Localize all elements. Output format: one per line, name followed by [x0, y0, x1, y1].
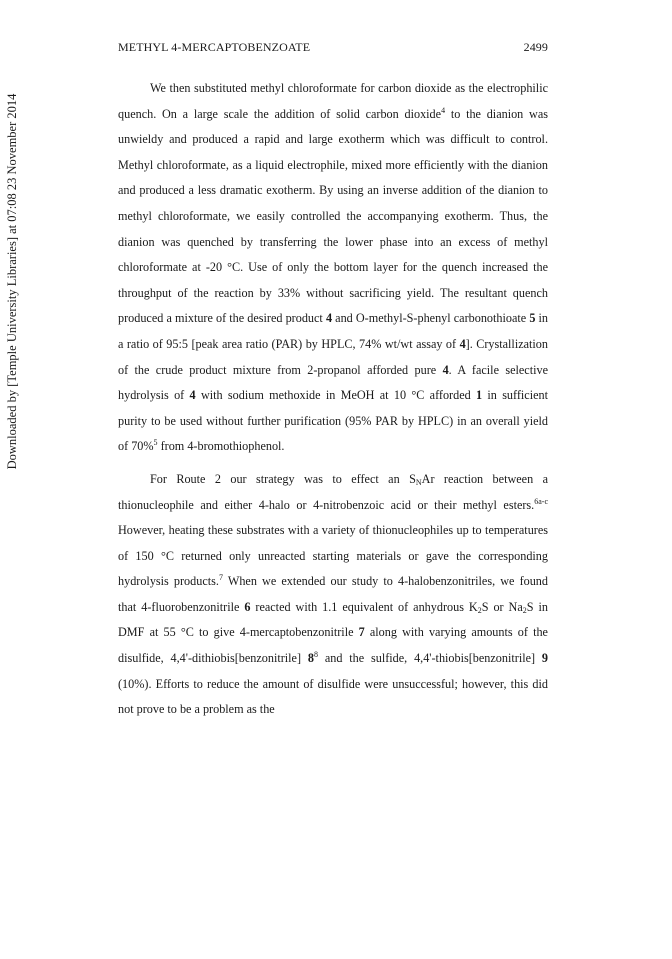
subscript: 2	[522, 605, 527, 615]
text-run: reacted with 1.1 equivalent of anhydrous K	[250, 599, 478, 614]
compound-number: 4	[459, 336, 466, 351]
text-run: and O-methyl-S-phenyl carbonothioate	[332, 311, 530, 326]
subscript: 2	[477, 605, 482, 615]
text-run: For Route 2 our strategy was to effect an S	[150, 471, 416, 486]
text-run: in a ratio of 95:5 [peak area ratio (PAR) by HPLC, 74% wt/wt assay of	[118, 311, 549, 351]
download-stamp-text: Downloaded by [Temple University Libraries] at 07:08 23 November 2014	[5, 93, 19, 470]
paragraph	[118, 467, 548, 723]
text-run: with sodium methoxide in MeOH at 10 °C afforded	[195, 388, 477, 403]
running-header	[118, 40, 548, 60]
download-stamp	[2, 0, 22, 959]
text-run: Ar reaction between a thionucleophile and either 4-halo or 4-nitrobenzoic acid or their methyl esters.	[118, 471, 548, 512]
subscript: N	[415, 477, 422, 487]
text-run: and the sulfide, 4,4'-thiobis[benzonitrile]	[317, 651, 542, 666]
text-run: (10%). Efforts to reduce the amount of disulfide were unsuccessful; however, this did not prove to be a problem as the	[118, 676, 548, 717]
reference-superscript: 4	[441, 105, 446, 115]
text-run: ]. Crystallization of the crude product mixture from 2-propanol afforded pure	[118, 336, 548, 377]
paragraph	[118, 76, 548, 460]
text-run: in sufficient purity to be used without further purification (95% PAR by HPLC) in an overall yield of 70%	[118, 388, 548, 454]
text-run: S or Na	[481, 599, 523, 614]
compound-number: 6	[244, 599, 251, 614]
compound-number: 7	[358, 625, 365, 640]
compound-number: 8	[307, 651, 314, 666]
reference-superscript: 8	[313, 650, 318, 660]
compound-number: 5	[529, 311, 536, 326]
compound-number: 1	[476, 388, 483, 403]
text-run: However, heating these substrates with a variety of thionucleophiles up to temperatures of 150 °C returned only unreacted starting materials or gave the corresponding hydrolysis products.	[118, 523, 548, 589]
compound-number: 4	[325, 311, 333, 326]
reference-superscript: 5	[153, 438, 158, 448]
text-run: from 4-bromothiophenol.	[157, 439, 285, 454]
text-run: S in DMF at 55 °C to give 4-mercaptobenzonitrile	[118, 599, 548, 640]
text-run: . A facile selective hydrolysis of	[118, 362, 548, 403]
compound-number: 4	[189, 388, 196, 403]
text-run: to the dianion was unwieldy and produced a rapid and large exotherm which was difficult to control. Methyl chloroformate, as a liquid electrophile, mixed more efficiently with the dianion and produced a less dramatic exotherm. By using an inverse addition of the dianion to methyl chloroformate, we easily controlled the accompanying exotherm. Thus, the dianion was quenched by transferring the lower phase into an excess of methyl chloroformate at -20 °C. Use of only the bottom layer for the quench increased the throughput of the reaction by 33% without sacrificing yield. The resultant quench produced a mixture of the desired product	[118, 106, 548, 326]
reference-superscript: 7	[218, 573, 223, 583]
reference-superscript: 6a-c	[534, 496, 548, 506]
compound-number: 4	[442, 362, 449, 377]
page-number: 2499	[523, 40, 548, 54]
body-text	[118, 76, 548, 723]
compound-number: 9	[541, 651, 549, 666]
running-title: METHYL 4-MERCAPTOBENZOATE	[118, 40, 311, 54]
text-run: When we extended our study to 4-halobenzonitriles, we found that 4-fluorobenzonitrile	[118, 574, 548, 614]
text-run: along with varying amounts of the disulfide, 4,4'-dithiobis[benzonitrile]	[118, 625, 548, 666]
text-run: We then substituted methyl chloroformate for carbon dioxide as the electrophilic quench. On a large scale the addition of solid carbon dioxide	[118, 81, 548, 121]
